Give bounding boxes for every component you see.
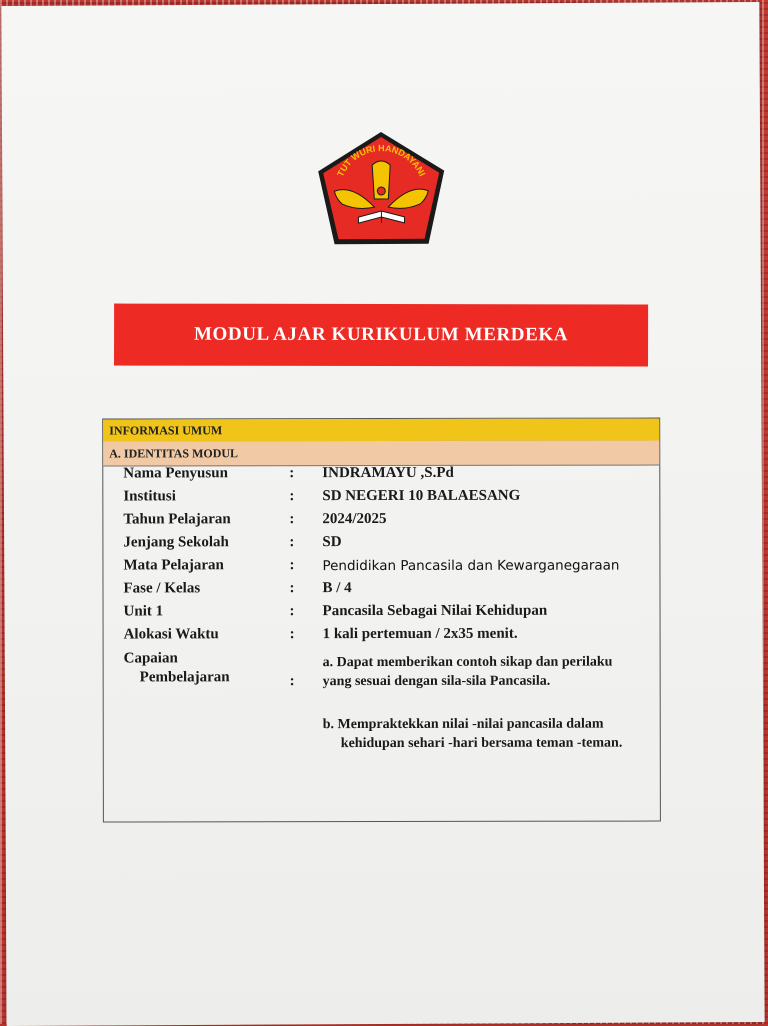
row-mata-pelajaran (103, 557, 659, 558)
value: INDRAMAYU ,S.Pd (322, 465, 454, 482)
colon: : (289, 557, 294, 574)
colon: : (289, 465, 294, 482)
document-page (1, 2, 764, 1026)
label: Jenjang Sekolah (123, 534, 228, 551)
capaian-point-b: b. Mempraktekkan nilai -nilai pancasila dalam kehidupan sehari -hari bersama teman -teman. (323, 715, 651, 754)
section-header-identitas-modul: A. IDENTITAS MODUL (103, 441, 659, 467)
colon: : (289, 534, 294, 551)
capaian-label-line1: Capaian (124, 649, 230, 668)
capaian-point-a: a. Dapat memberikan contoh sikap dan perilaku yang sesuai dengan sila-sila Pancasila. (323, 653, 633, 692)
capaian-label (124, 649, 230, 687)
identity-table (102, 418, 661, 823)
label: Institusi (123, 488, 176, 505)
value: SD (322, 534, 341, 551)
label: Nama Penyusun (123, 465, 228, 482)
value: B / 4 (322, 580, 351, 597)
module-title-banner (114, 304, 648, 367)
module-title: MODUL AJAR KURIKULUM MERDEKA (194, 324, 568, 347)
logo-motto: TUT WURI HANDAYANI (335, 143, 427, 178)
value: Pendidikan Pancasila dan Kewarganegaraan (322, 558, 619, 575)
tut-wuri-handayani-logo (312, 129, 451, 250)
row-alokasi-waktu (104, 626, 660, 627)
colon: : (290, 673, 295, 690)
row-institusi (103, 488, 659, 489)
colon: : (289, 511, 294, 528)
colon: : (289, 580, 294, 597)
value: 1 kali pertemuan / 2x35 menit. (323, 626, 518, 643)
row-capaian-pembelajaran (104, 649, 660, 650)
label: Fase / Kelas (123, 580, 200, 597)
value: 2024/2025 (322, 511, 386, 528)
colon: : (289, 488, 294, 505)
row-unit (104, 603, 660, 604)
label: Alokasi Waktu (124, 626, 219, 643)
label: Mata Pelajaran (123, 557, 223, 574)
row-jenjang-sekolah (103, 534, 659, 535)
colon: : (290, 626, 295, 643)
row-tahun-pelajaran (103, 511, 659, 512)
value: Pancasila Sebagai Nilai Kehidupan (323, 603, 548, 620)
capaian-label-line2: Pembelajaran (124, 668, 230, 687)
label: Tahun Pelajaran (123, 511, 230, 528)
label: Unit 1 (124, 603, 164, 620)
colon: : (290, 603, 295, 620)
section-header-informasi-umum: INFORMASI UMUM (103, 419, 659, 443)
value: SD NEGERI 10 BALAESANG (322, 488, 520, 505)
row-fase-kelas (103, 580, 659, 581)
